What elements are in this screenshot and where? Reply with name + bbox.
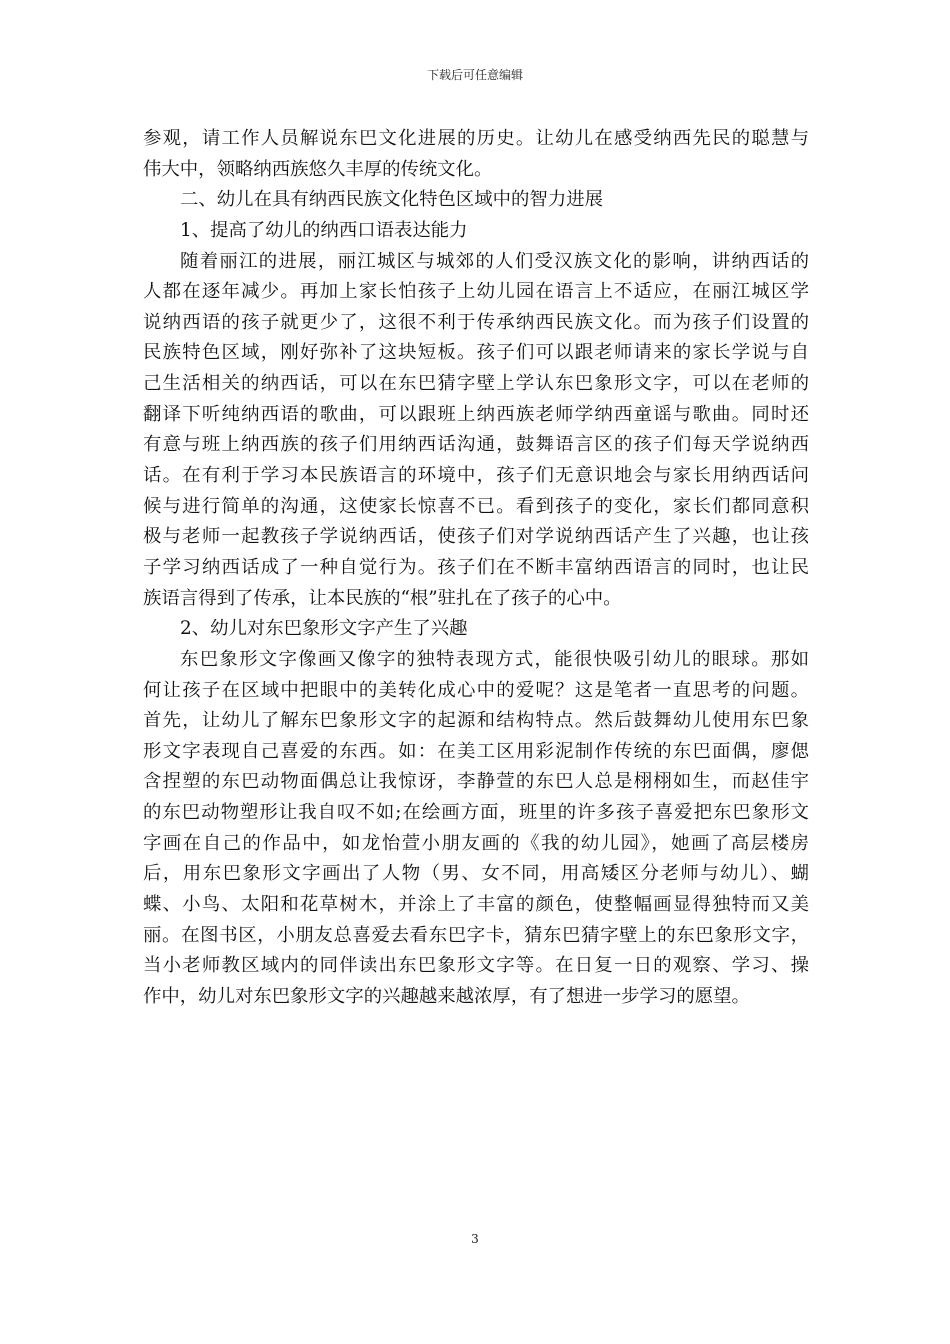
text-line: 己生活相关的纳西话，可以在东巴猜字壁上学认东巴象形文字，可以在老师的 <box>143 373 809 395</box>
text-line: 形文字表现自己喜爱的东西。如：在美工区用彩泥制作传统的东巴面偶，廖偲 <box>143 740 809 762</box>
text-line: 作中，幼儿对东巴象形文字的兴趣越来越浓厚，有了想进一步学习的愿望。 <box>143 985 750 1007</box>
text-line: 民族特色区域，刚好弥补了这块短板。孩子们可以跟老师请来的家长学说与自 <box>143 342 809 364</box>
text-line: 候与进行简单的沟通，这使家长惊喜不已。看到孩子的变化，家长们都同意积 <box>143 495 809 517</box>
text-line: 蝶、小鸟、太阳和花草树木，并涂上了丰富的颜色，使整幅画显得独特而又美 <box>143 894 809 916</box>
text-line: 极与老师一起教孩子学说纳西话，使孩子们对学说纳西话产生了兴趣，也让孩 <box>143 526 809 548</box>
text-line: 何让孩子在区域中把眼中的美转化成心中的爱呢？这是笔者一直思考的问题。 <box>143 679 809 701</box>
text-line: 伟大中，领略纳西族悠久丰厚的传统文化。 <box>143 158 493 180</box>
text-line: 的东巴动物塑形让我自叹不如;在绘画方面，班里的许多孩子喜爱把东巴象形文 <box>143 802 809 824</box>
subsection-heading: 2、幼儿对东巴象形文字产生了兴趣 <box>180 618 468 640</box>
text-line: 丽。在图书区，小朋友总喜爱去看东巴字卡，猜东巴猜字壁上的东巴象形文字， <box>143 924 809 946</box>
subsection-heading: 1、提高了幼儿的纳西口语表达能力 <box>180 219 468 241</box>
text-line: 含捏塑的东巴动物面偶总让我惊讶，李静萱的东巴人总是栩栩如生，而赵佳宇 <box>143 771 809 793</box>
body-text <box>143 124 809 1013</box>
text-line: 说纳西语的孩子就更少了，这很不利于传承纳西民族文化。而为孩子们设置的 <box>143 311 809 333</box>
text-line: 后，用东巴象形文字画出了人物（男、女不同，用高矮区分老师与幼儿）、蝴 <box>143 863 809 885</box>
text-line: 人都在逐年减少。再加上家长怕孩子上幼儿园在语言上不适应，在丽江城区学 <box>143 281 809 303</box>
text-line: 话。在有利于学习本民族语言的环境中，孩子们无意识地会与家长用纳西话问 <box>143 465 809 487</box>
text-line: 随着丽江的进展，丽江城区与城郊的人们受汉族文化的影响，讲纳西话的 <box>180 250 809 272</box>
text-line: 首先，让幼儿了解东巴象形文字的起源和结构特点。然后鼓舞幼儿使用东巴象 <box>143 710 809 732</box>
text-line: 参观，请工作人员解说东巴文化进展的历史。让幼儿在感受纳西先民的聪慧与 <box>143 128 809 149</box>
text-line: 有意与班上纳西族的孩子们用纳西话沟通，鼓舞语言区的孩子们每天学说纳西 <box>143 434 809 456</box>
text-line: 族语言得到了传承，让本民族的“根”驻扎在了孩子的心中。 <box>143 587 622 609</box>
text-line: 东巴象形文字像画又像字的独特表现方式，能很快吸引幼儿的眼球。那如 <box>180 648 809 670</box>
text-line: 子学习纳西话成了一种自觉行为。孩子们在不断丰富纳西语言的同时，也让民 <box>143 556 809 578</box>
page-number: 3 <box>471 1232 479 1246</box>
section-heading: 二、幼儿在具有纳西民族文化特色区域中的智力进展 <box>180 189 603 211</box>
text-line: 当小老师教区域内的同伴读出东巴象形文字等。在日复一日的观察、学习、操 <box>143 955 809 977</box>
page-header: 下载后可任意编辑 <box>426 68 523 82</box>
text-line: 字画在自己的作品中，如龙怡萱小朋友画的《我的幼儿园》，她画了高层楼房 <box>143 832 809 854</box>
text-line: 翻译下听纯纳西语的歌曲，可以跟班上纳西族老师学纳西童谣与歌曲。同时还 <box>143 403 809 425</box>
